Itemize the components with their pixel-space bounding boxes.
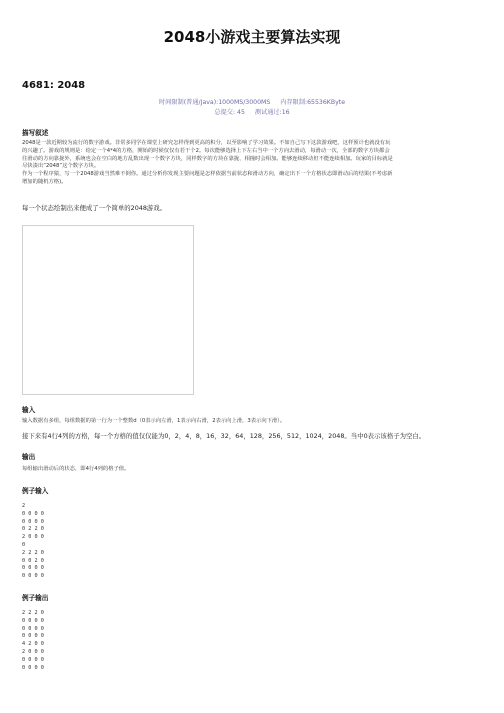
sample-input-line: 0 0 0 0 — [22, 565, 44, 572]
description-line: 2048是一款近期较为流行的数字游戏。非常多同学在课堂上研究怎样得到更高的积分，以至影响了学习效果。不如自己写下这款游戏吧，这样预计也就没有玩 — [22, 140, 391, 146]
sample-output-block — [22, 610, 44, 672]
sample-output-line: 0 0 0 0 — [22, 633, 44, 640]
sample-input-line: 2 2 2 0 — [22, 549, 44, 556]
problem-title: 4681: 2048 — [22, 80, 86, 91]
description-line: 的兴趣了。游戏的规则是：给定一个4*4的方格，開始的时候仅仅有若干个2。每次能够选择上下左右当中一个方向去滑动，每滑动一次，全部的数字方块都会 — [22, 147, 390, 154]
description-text — [22, 140, 484, 187]
sample-output-line: 2 0 0 0 — [22, 648, 44, 655]
sample-output-line: 4 2 0 0 — [22, 641, 44, 648]
sample-input-line: 0 0 0 0 — [22, 573, 44, 580]
sample-output-line: 0 0 0 0 — [22, 656, 44, 663]
problem-limits — [0, 98, 504, 118]
sample-input-line: 0 2 2 0 — [22, 526, 44, 533]
sample-input-line: 0 — [22, 541, 26, 548]
sample-input-line: 0 0 0 0 — [22, 510, 44, 517]
input-heading: 输入 — [22, 406, 36, 414]
submit-count: 总提交: 45 — [214, 109, 245, 116]
sample-input-block — [22, 503, 44, 581]
sample-input-line: 0 0 0 0 — [22, 518, 44, 525]
sample-input-line: 2 0 0 0 — [22, 534, 44, 541]
sample-input-line: 2 — [22, 503, 26, 509]
output-heading: 输出 — [22, 453, 36, 461]
sample-input-line: 0 0 2 0 — [22, 557, 44, 564]
description-line: 尽快凑出“2048”这个数字方块。 — [22, 163, 100, 170]
sample-output-line: 0 0 0 0 — [22, 617, 44, 624]
document-title: 2048小游戏主要算法实现 — [163, 28, 341, 46]
pass-count: 测试通过:16 — [254, 109, 290, 116]
sample-output-heading: 例子输出 — [22, 594, 49, 602]
description-heading: 描写叙述 — [22, 129, 49, 137]
sample-output-line: 0 0 0 0 — [22, 625, 44, 632]
input-text: 输入数据有多组，每组数据的第一行为一个整数d（0表示向左滑，1表示向右滑，2表示向上滑，3表示向下滑）。 — [22, 418, 286, 424]
description-line: 往滑动的方向靠拢外，系统也会在空白的地方乱数出现一个数字方块，同样数字的方块在靠拢、相撞时会相加。能够连续移动但不能连续相加。玩家的目标就是 — [22, 155, 393, 162]
description-note: 每一个状态绘制出来便成了一个简单的2048游戏。 — [22, 204, 167, 212]
input-note: 接下来有4行4列的方格，每一个方格的值仅仅能为0，2，4，8，16，32，64，128，256，512，1024，2048。当中0表示该格子为空白。 — [22, 432, 426, 440]
sample-output-line: 2 2 2 0 — [22, 610, 44, 616]
description-line: 作为一个程序猿，写一个2048游戏当然难不倒你。通过分析你发现主要问题是怎样依据当前状态和滑动方向，确定出下一个方格状态即滑动后的结果(不考虑新 — [22, 171, 393, 178]
output-text: 每组输出滑动后的状态，即4行4列的格子值。 — [22, 466, 130, 472]
sample-output-line: 0 0 0 0 — [22, 664, 44, 671]
time-limit: 时间限制(普通/Java):1000MS/3000MS — [159, 99, 271, 106]
description-line: 增加的随机方格)。 — [22, 178, 67, 185]
memory-limit: 内存限制:65536KByte — [280, 99, 345, 106]
game-board-image — [22, 225, 194, 395]
sample-input-heading: 例子输入 — [22, 487, 49, 495]
